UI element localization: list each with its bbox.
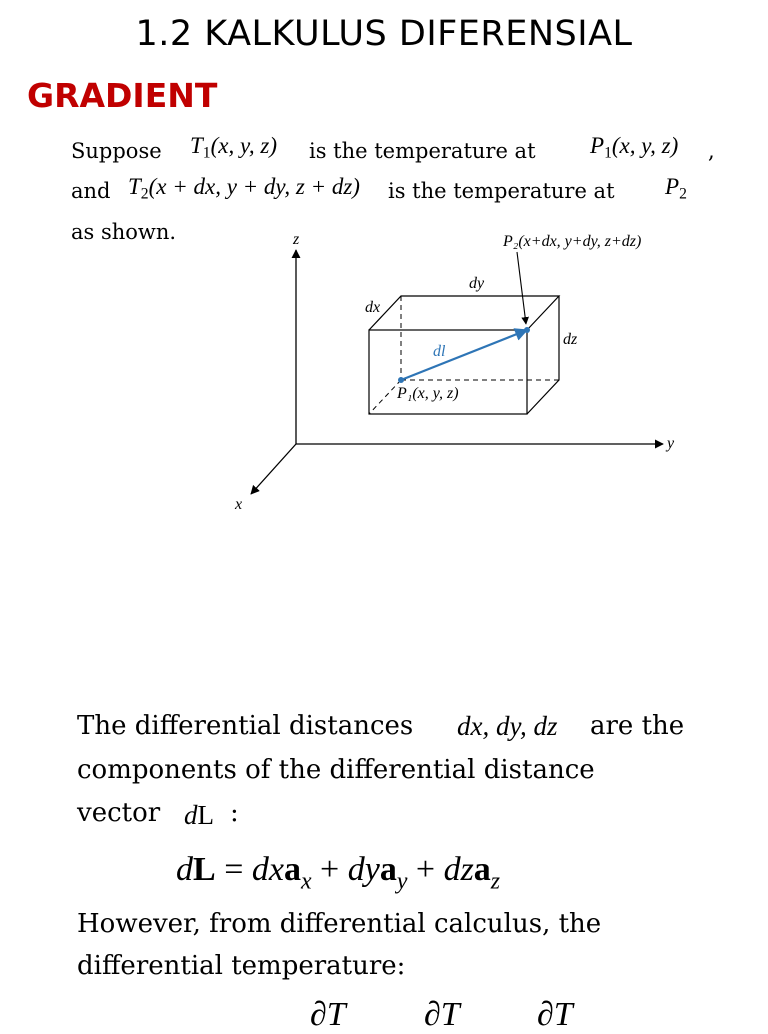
p2-pointer (517, 252, 526, 324)
body-text-colon: : (230, 798, 239, 828)
partial-derivative-3: ∂T (537, 996, 573, 1033)
intro-comma: , (708, 139, 715, 163)
axis-y-label: y (667, 435, 675, 452)
axis-z-label: z (293, 231, 300, 248)
math-p2: $P_2$ (665, 174, 687, 203)
body-text-differential-temperature: differential temperature: (77, 951, 406, 981)
axis-x-label: x (235, 496, 243, 513)
label-p2: P₂(x+dx, y+dy, z+dz) (503, 233, 642, 250)
intro-text-suppose: Suppose (71, 139, 162, 163)
math-t1: $T_1(x$, y, z) (190, 133, 278, 162)
body-text-vector: vector (77, 798, 161, 828)
body-text-however: However, from differential calculus, the (77, 909, 602, 939)
label-dx: dx (365, 299, 381, 316)
math-dx-dy-dz: dx, dy, dz (457, 711, 558, 741)
slide-title: 1.2 KALKULUS DIFERENSIAL (135, 14, 633, 54)
label-p1: P₁(x, y, z) (397, 385, 459, 402)
vector-dl (401, 330, 527, 380)
partial-derivative-2: ∂T (424, 996, 460, 1033)
intro-text-temperature-at-1: is the temperature at (309, 139, 536, 163)
math-p1: $P_1(x$, y, z) (590, 133, 679, 162)
equation-dL: dL = dxa$_x$ + dya$_y$ + dza$_z$ (176, 851, 501, 895)
math-t2: $T_2(x$ + dx, y + dy, z + dz) (128, 174, 360, 203)
intro-text-and: and (71, 179, 111, 203)
label-dl: dl (433, 343, 446, 360)
x-axis (251, 444, 296, 494)
body-text-components: components of the differential distance (77, 755, 595, 785)
point-p1 (398, 377, 404, 383)
section-heading: GRADIENT (27, 76, 218, 115)
differential-volume-diagram (225, 226, 695, 526)
label-dz: dz (563, 331, 578, 348)
body-text-differential-distances: The differential distances (77, 711, 414, 741)
point-p2 (524, 327, 530, 333)
body-text-are-the: are the (590, 711, 685, 741)
partial-derivative-1: ∂T (310, 996, 346, 1033)
box-top-edges (369, 296, 559, 330)
intro-text-temperature-at-2: is the temperature at (388, 179, 615, 203)
intro-text-as-shown: as shown. (71, 220, 177, 244)
math-dL: dL (184, 800, 214, 830)
label-dy: dy (469, 275, 485, 292)
